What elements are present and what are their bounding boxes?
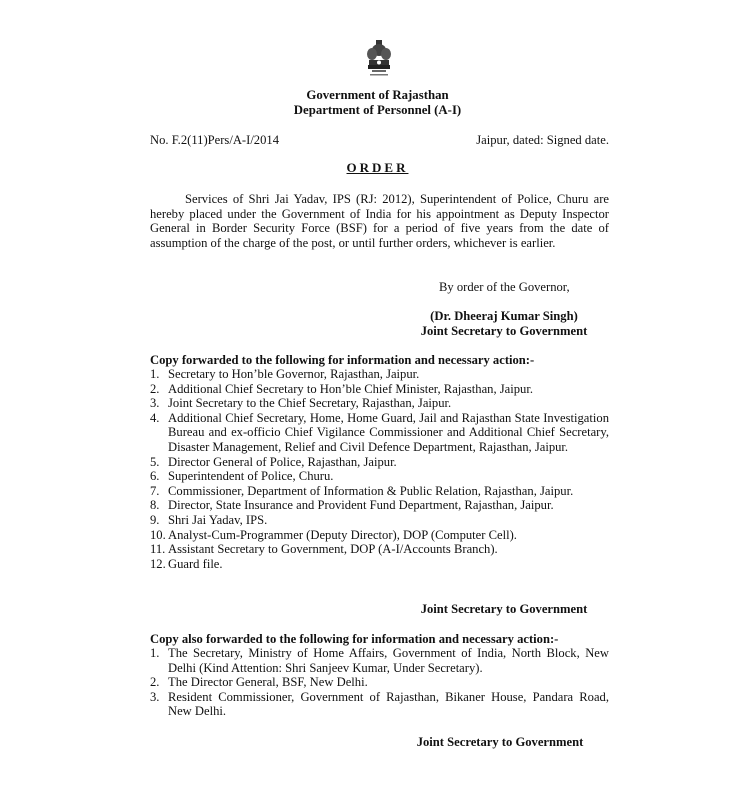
copy-forwarded-list xyxy=(150,367,609,571)
list-item: 6. Superintendent of Police, Churu. xyxy=(150,469,334,484)
order-number: No. F.2(11)Pers/A-I/2014 xyxy=(150,133,279,147)
copy-forwarded-title: Copy forwarded to the following for information and necessary action:- xyxy=(150,353,535,367)
state-emblem-icon xyxy=(364,40,394,86)
by-order-line: By order of the Governor, xyxy=(439,280,570,294)
copy-forwarded-signature: Joint Secretary to Government xyxy=(420,602,588,616)
list-item: 2. Additional Chief Secretary to Hon’ble Chief Minister, Rajasthan, Jaipur. xyxy=(150,381,533,396)
place-date: Jaipur, dated: Signed date. xyxy=(476,133,609,147)
list-item: 2. The Director General, BSF, New Delhi. xyxy=(150,675,368,690)
copy-also-forwarded-list xyxy=(150,646,609,719)
list-item: 10. Analyst-Cum-Programmer (Deputy Director), DOP (Computer Cell). xyxy=(150,527,517,542)
list-item: 8. Director, State Insurance and Provident Fund Department, Rajasthan, Jaipur. xyxy=(150,498,554,513)
list-item: 4. Additional Chief Secretary, Home, Home Guard, Jail and Rajasthan State Investigation Bureau and ex-officio Chief Vigilance Commissioner and Additional Chief Secretary, Disaster Management, Relief and Civil Defence Department, Rajasthan, Jaipur. xyxy=(150,410,609,454)
list-item: 1. The Secretary, Ministry of Home Affairs, Government of India, North Block, New Delhi (Kind Attention: Shri Sanjeev Kumar, Under Secretary). xyxy=(150,646,609,675)
list-item: 12. Guard file. xyxy=(150,556,223,571)
list-item: 1. Secretary to Hon’ble Governor, Rajasthan, Jaipur. xyxy=(150,367,420,381)
list-item: 7. Commissioner, Department of Information & Public Relation, Rajasthan, Jaipur. xyxy=(150,483,574,498)
list-item: 3. Joint Secretary to the Chief Secretary, Rajasthan, Jaipur. xyxy=(150,396,452,411)
list-item: 9. Shri Jai Yadav, IPS. xyxy=(150,512,268,527)
list-item: 11. Assistant Secretary to Government, DOP (A-I/Accounts Branch). xyxy=(150,542,498,557)
department-heading: Department of Personnel (A-I) xyxy=(293,103,462,117)
list-item: 3. Resident Commissioner, Government of Rajasthan, Bikaner House, Pandara Road, New Delhi. xyxy=(150,689,609,719)
copy-also-forwarded-signature: Joint Secretary to Government xyxy=(416,735,584,749)
list-item: 5. Director General of Police, Rajasthan, Jaipur. xyxy=(150,454,397,469)
order-title: ORDER xyxy=(346,160,409,175)
order-body: Services of Shri Jai Yadav, IPS (RJ: 2012), Superintendent of Police, Churu are hereby placed under the Government of India for his appointment as Deputy Inspector General in Border Security Force (BSF) for a period of five years from the date of assumption of the charge of the post, or until further orders, whichever is earlier. xyxy=(150,192,609,250)
signatory-name: (Dr. Dheeraj Kumar Singh) xyxy=(430,309,578,323)
government-heading: Government of Rajasthan xyxy=(306,88,449,102)
copy-also-forwarded-title: Copy also forwarded to the following for information and necessary action:- xyxy=(150,632,559,646)
signatory-title: Joint Secretary to Government xyxy=(420,324,588,338)
